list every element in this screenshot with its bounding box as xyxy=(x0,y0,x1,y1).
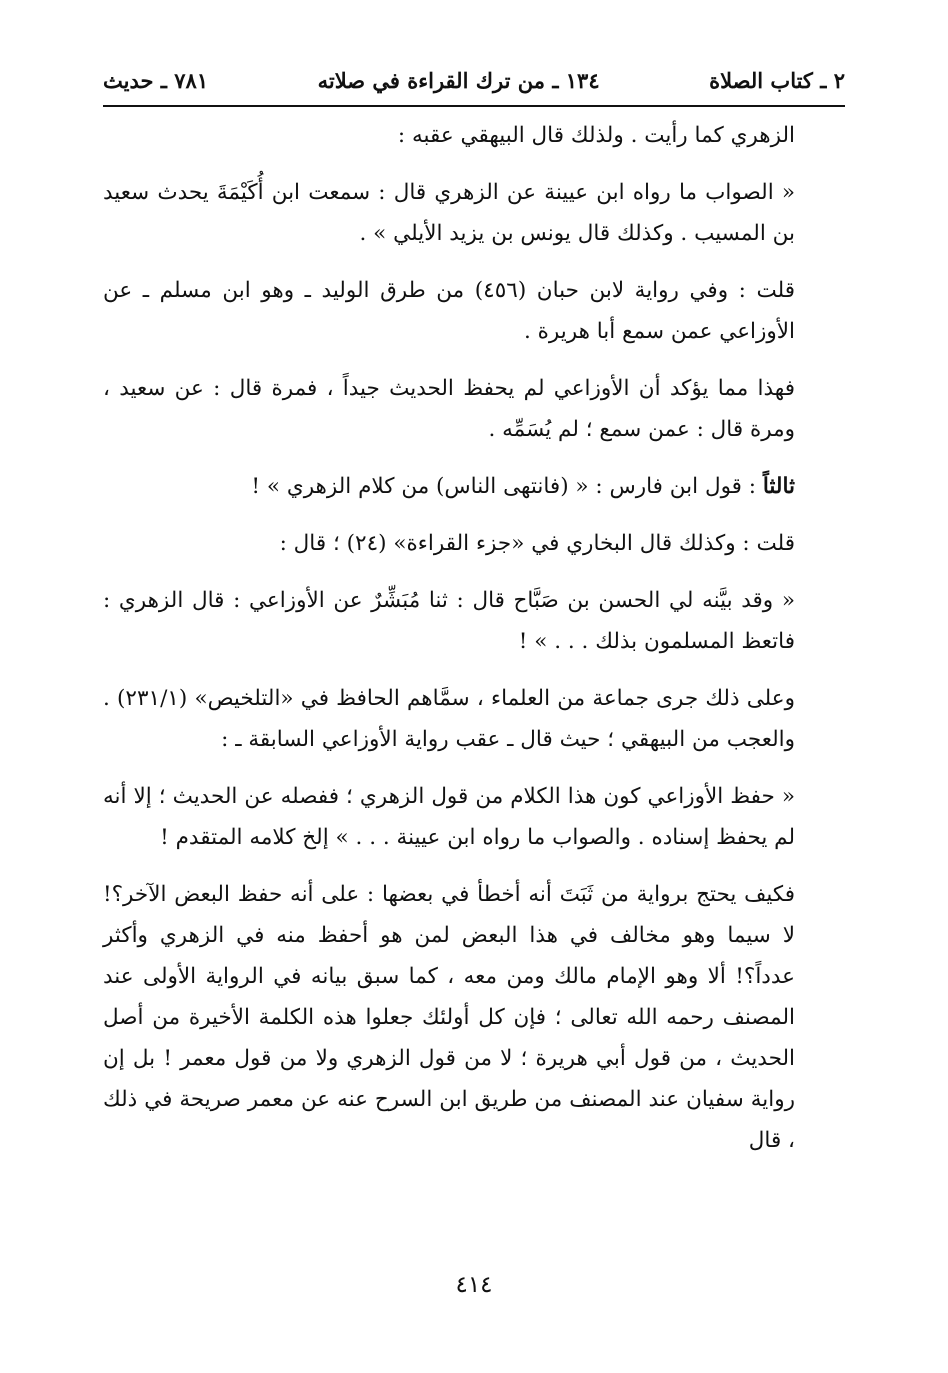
paragraph-8: وعلى ذلك جرى جماعة من العلماء ، سمَّاهم الحافظ في «التلخيص» (٢٣١/١) . والعجب من البيهقي ؛ حيث قال ـ عقب رواية الأوزاعي السابقة ـ : xyxy=(103,686,795,752)
paragraph-5 xyxy=(103,466,845,507)
paragraph-10: فكيف يحتج برواية من ثَبَتَ أنه أخطأ في بعضها : على أنه حفظ البعض الآخر؟! لا سيما وهو مخالف في هذا البعض لمن هو أحفظ منه في الزهري وأكثر عدداً؟! ألا وهو الإمام مالك ومن معه ، كما سبق بيانه في الرواية الأولى عند المصنف رحمه الله تعالى ؛ فإن كل أولئك جعلوا هذه الكلمة الأخيرة من أصل الحديث ، من قول أبي هريرة ؛ لا من قول الزهري ولا من قول معمر ! بل إن رواية سفيان عند المصنف من طريق ابن السرح عنه عن معمر صريحة في ذلك ، قال xyxy=(103,882,796,1153)
paragraph-6: قلت : وكذلك قال البخاري في «جزء القراءة» (٢٤) ؛ قال : xyxy=(279,531,795,556)
section-lead-thalithan: ثالثاً xyxy=(762,474,795,499)
paragraph-2: « الصواب ما رواه ابن عيينة عن الزهري قال : سمعت ابن أُكَيْمَةَ يحدث سعيد بن المسيب . وكذلك قال يونس بن يزيد الأيلي » . xyxy=(103,180,795,246)
header-book-title: ٢ ـ كتاب الصلاة xyxy=(709,67,845,93)
header-chapter-title: ١٣٤ ـ من ترك القراءة في صلاته xyxy=(317,67,600,93)
paragraph-4: فهذا مما يؤكد أن الأوزاعي لم يحفظ الحديث جيداً ، فمرة قال : عن سعيد ، ومرة قال : عمن سمع ؛ لم يُسَمِّه . xyxy=(103,376,795,442)
header-divider xyxy=(103,105,845,107)
page-number: ٤١٤ xyxy=(455,1272,493,1298)
header-hadith-number: ٧٨١ ـ حديث xyxy=(103,67,209,93)
paragraph-5-text: : قول ابن فارس : « (فانتهى الناس) من كلام الزهري » ! xyxy=(251,474,763,499)
paragraph-1: الزهري كما رأيت . ولذلك قال البيهقي عقبه : xyxy=(397,123,795,148)
paragraph-9: « حفظ الأوزاعي كون هذا الكلام من قول الزهري ؛ ففصله عن الحديث ؛ إلا أنه لم يحفظ إسناده . والصواب ما رواه ابن عيينة . . . » إلخ كلامه المتقدم ! xyxy=(103,784,795,850)
paragraph-3: قلت : وفي رواية لابن حبان (٤٥٦) من طرق الوليد ـ وهو ابن مسلم ـ عن الأوزاعي عمن سمع أبا هريرة . xyxy=(103,278,795,344)
paragraph-7: « وقد بيَّنه لي الحسن بن صَبَّاح قال : ثنا مُبَشِّرٌ عن الأوزاعي : قال الزهري : فاتعظ المسلمون بذلك . . . » ! xyxy=(103,588,795,654)
body-text xyxy=(103,115,845,1161)
running-header xyxy=(103,60,845,100)
